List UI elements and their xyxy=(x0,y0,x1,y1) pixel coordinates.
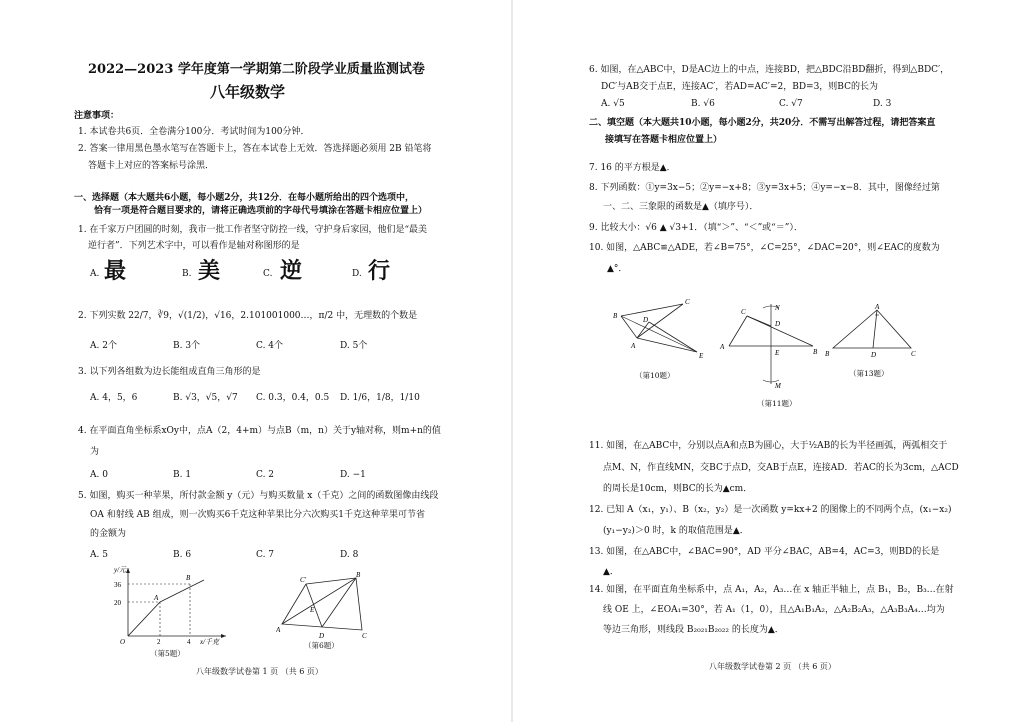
q3-option-a: A. 4，5，6 xyxy=(90,393,138,403)
section-1-heading: 一、选择题（本大题共6小题，每小题2分，共12分．在每小题所给出的四个选项中， xyxy=(74,193,415,203)
fig11-point-d: D xyxy=(775,320,781,328)
fig10-point-e: E xyxy=(699,352,704,360)
q1-art-char: 行 xyxy=(368,259,391,284)
q3-option-c: C. 0.3，0.4，0.5 xyxy=(256,393,330,403)
q1-option-label: D. xyxy=(352,269,362,279)
q1-art-char: 最 xyxy=(104,259,127,284)
question-12: 12. 已知 A（x₁，y₁）、B（x₂，y₂）是一次函数 y=kx+2 的图像上的不同两个点，(x₁−x₂) xyxy=(589,505,952,515)
fig5-ylabel: y/元 xyxy=(114,566,127,574)
question-7: 7. 16 的平方根是▲． xyxy=(589,163,676,173)
question-5-cont2: 的金额为 xyxy=(90,529,127,539)
question-11-cont: 点M、N，作直线MN，交BC于点D，交AB于点E，连接AD．若AC的长为3cm，△ACD xyxy=(603,463,959,473)
question-12-cont: (y₁−y₂)＞0 时，k 的取值范围是▲． xyxy=(603,526,749,536)
fig6-point-c-prime: C′ xyxy=(300,576,307,584)
figure-10-caption: （第10题） xyxy=(635,371,675,380)
figure-5-graph xyxy=(108,564,238,648)
q6-option-b: B. √6 xyxy=(691,99,715,109)
fig6-point-b: B xyxy=(356,572,361,579)
q1-art-char: 美 xyxy=(198,259,221,284)
fig11-point-m: M xyxy=(775,382,781,390)
fig6-point-e: E xyxy=(310,606,315,614)
question-9: 9. 比较大小：√6 ▲ √3+1．（填“＞”、“＜”或“＝”）． xyxy=(589,223,803,233)
fig5-tick-36: 36 xyxy=(114,581,121,589)
fig13-point-d: D xyxy=(871,351,877,359)
question-14: 14. 如图，在平面直角坐标系中，点 A₁，A₂，A₃…在 x 轴正半轴上，点 B₁，B₂，B₃…在射 xyxy=(589,585,954,595)
question-10-cont: ▲°． xyxy=(607,264,628,274)
fig6-point-d: D xyxy=(319,632,325,640)
figure-13-diagram xyxy=(823,302,919,364)
fig10-point-a: A xyxy=(631,342,636,350)
q2-option-a: A. 2个 xyxy=(90,341,117,351)
q1-art-char: 逆 xyxy=(280,259,303,284)
section-2-heading-cont: 接填写在答题卡相应位置上） xyxy=(605,135,723,145)
q5-option-b: B. 6 xyxy=(173,550,192,560)
figure-11-caption: （第11题） xyxy=(757,399,797,408)
question-3: 3. 以下列各组数为边长能组成直角三角形的是 xyxy=(78,367,261,377)
question-2: 2. 下列实数 22/7，∛9，√(1/2)，√16，2.101001000…，π/2 中，无理数的个数是 xyxy=(78,311,418,321)
question-5: 5. 如图，购买一种苹果，所付款金额 y（元）与购买数量 x（千克）之间的函数图像由线段 xyxy=(78,491,439,501)
section-1-heading-cont: 恰有一项是符合题目要求的，请将正确选项前的字母代号填涂在答题卡相应位置上） xyxy=(94,206,428,216)
fig13-point-a: A xyxy=(875,303,880,311)
q6-option-c: C. √7 xyxy=(779,99,803,109)
question-13-cont: ▲． xyxy=(603,567,619,577)
fig10-point-c: C xyxy=(685,298,690,306)
q1-option-label: B. xyxy=(182,269,192,279)
question-5-cont: OA 和射线 AB 组成，则一次购买6千克这种苹果比分六次购买1千克这种苹果可节省 xyxy=(90,510,426,520)
q2-option-c: C. 4个 xyxy=(256,341,284,351)
note-2b: 答题卡上对应的答案标号涂黑． xyxy=(88,161,215,171)
fig5-origin: O xyxy=(120,638,126,646)
question-8: 8. 下列函数：①y=3x−5；②y=−x+8；③y=3x+5；④y=−x−8．其中，图像经过第 xyxy=(589,183,940,193)
q4-option-c: C. 2 xyxy=(256,470,275,480)
question-4-cont: 为 xyxy=(90,447,100,457)
q4-option-b: B. 1 xyxy=(173,470,192,480)
q5-option-c: C. 7 xyxy=(256,550,275,560)
question-10: 10. 如图，△ABC≌△ADE，若∠B=75°，∠C=25°，∠DAC=20°，则∠EAC的度数为 xyxy=(589,243,940,253)
fig11-point-n: N xyxy=(775,304,780,312)
question-4: 4. 在平面直角坐标系xOy中，点A（2，4+m）与点B（m，n）关于y轴对称，则m+n的值 xyxy=(78,426,441,436)
note-1: 1. 本试卷共6页．全卷满分100分．考试时间为100分钟． xyxy=(78,127,310,137)
fig11-point-e: E xyxy=(775,349,780,357)
q6-option-d: D. 3 xyxy=(873,99,892,109)
q3-option-b: B. √3，√5，√7 xyxy=(173,393,238,403)
q5-option-d: D. 8 xyxy=(340,550,359,560)
question-6-cont: DC′与AB交于点E，连接AC′，若AD=AC′=2，BD=3，则BC的长为 xyxy=(601,82,878,92)
question-13: 13. 如图，在△ABC中，∠BAC=90°，AD 平分∠BAC，AB=4，AC=3，则BD的长是 xyxy=(589,547,940,557)
exam-page-2 xyxy=(513,0,1024,722)
question-14-cont2: 等边三角形，则线段 B₂₀₂₁B₂₀₂₂ 的长度为▲． xyxy=(603,625,784,635)
q1-option-label: A. xyxy=(90,269,100,279)
q6-option-a: A. √5 xyxy=(601,99,625,109)
fig11-point-a: A xyxy=(720,343,725,351)
exam-subtitle: 八年级数学 xyxy=(210,83,286,101)
figure-6-diagram xyxy=(276,572,372,640)
fig5-tick-20: 20 xyxy=(114,599,121,607)
page-1-footer: 八年级数学试卷第 1 页 （共 6 页） xyxy=(196,667,323,676)
fig10-point-d: D xyxy=(643,316,649,324)
fig10-point-b: B xyxy=(613,312,618,320)
q5-option-a: A. 5 xyxy=(90,550,108,560)
fig11-point-c: C xyxy=(741,308,746,316)
exam-title: 2022—2023 学年度第一学期第二阶段学业质量监测试卷 xyxy=(88,62,425,77)
fig5-tick-4: 4 xyxy=(187,638,191,646)
question-1-cont: 逆行者”．下列艺术字中，可以看作是轴对称图形的是 xyxy=(88,241,300,251)
figure-13-caption: （第13题） xyxy=(849,369,889,378)
question-1: 1. 在千家万户团圆的时刻，我市一批工作者坚守防控一线，守护身后家园，他们是“最美 xyxy=(78,225,428,235)
page-2-footer: 八年级数学试卷第 2 页 （共 6 页） xyxy=(709,662,836,671)
figure-6-caption: （第6题） xyxy=(304,641,339,650)
q3-option-d: D. 1/6，1/8，1/10 xyxy=(340,393,420,403)
figure-10-diagram xyxy=(609,296,721,368)
fig6-point-a: A xyxy=(276,626,281,634)
note-2a: 2. 答案一律用黑色墨水笔写在答题卡上，答在本试卷上无效．答选择题必须用 2B 铅笔将 xyxy=(78,144,432,154)
q4-option-a: A. 0 xyxy=(90,470,108,480)
question-8-cont: 一、二、三象限的函数是▲（填序号）． xyxy=(603,202,759,212)
q4-option-d: D. −1 xyxy=(340,470,366,480)
section-2-heading: 二、填空题（本大题共10小题，每小题2分，共20分．不需写出解答过程，请把答案直 xyxy=(589,118,936,128)
q2-option-b: B. 3个 xyxy=(173,341,201,351)
question-11: 11. 如图，在△ABC中，分别以点A和点B为圆心，大于½AB的长为半径画弧，两弧相交于 xyxy=(589,441,948,451)
fig5-point-b: B xyxy=(186,574,191,582)
fig5-point-a: A xyxy=(154,594,159,602)
figure-11-diagram xyxy=(719,300,819,392)
exam-page-1 xyxy=(0,0,511,722)
fig5-tick-2: 2 xyxy=(157,638,161,646)
question-6: 6. 如图，在△ABC中，D是AC边上的中点，连接BD，把△BDC沿BD翻折，得到△BDC′， xyxy=(589,65,950,75)
figure-5-caption: （第5题） xyxy=(150,649,185,658)
q1-option-label: C. xyxy=(263,269,273,279)
question-14-cont: 线 OE 上，∠EOA₁=30°，若 A₁（1，0），且△A₁B₁A₂，△A₂B₂A₃，△A₃B₃A₄…均为 xyxy=(603,605,945,615)
fig13-point-c: C xyxy=(911,350,916,358)
fig5-xlabel: x/千克 xyxy=(200,638,220,646)
fig6-point-c: C xyxy=(362,632,367,640)
fig13-point-b: B xyxy=(825,350,830,358)
question-11-cont2: 的周长是10cm，则BC的长为▲cm． xyxy=(603,484,753,494)
q2-option-d: D. 5个 xyxy=(340,341,368,351)
fig11-point-b: B xyxy=(813,348,818,356)
notes-heading: 注意事项： xyxy=(74,111,120,121)
